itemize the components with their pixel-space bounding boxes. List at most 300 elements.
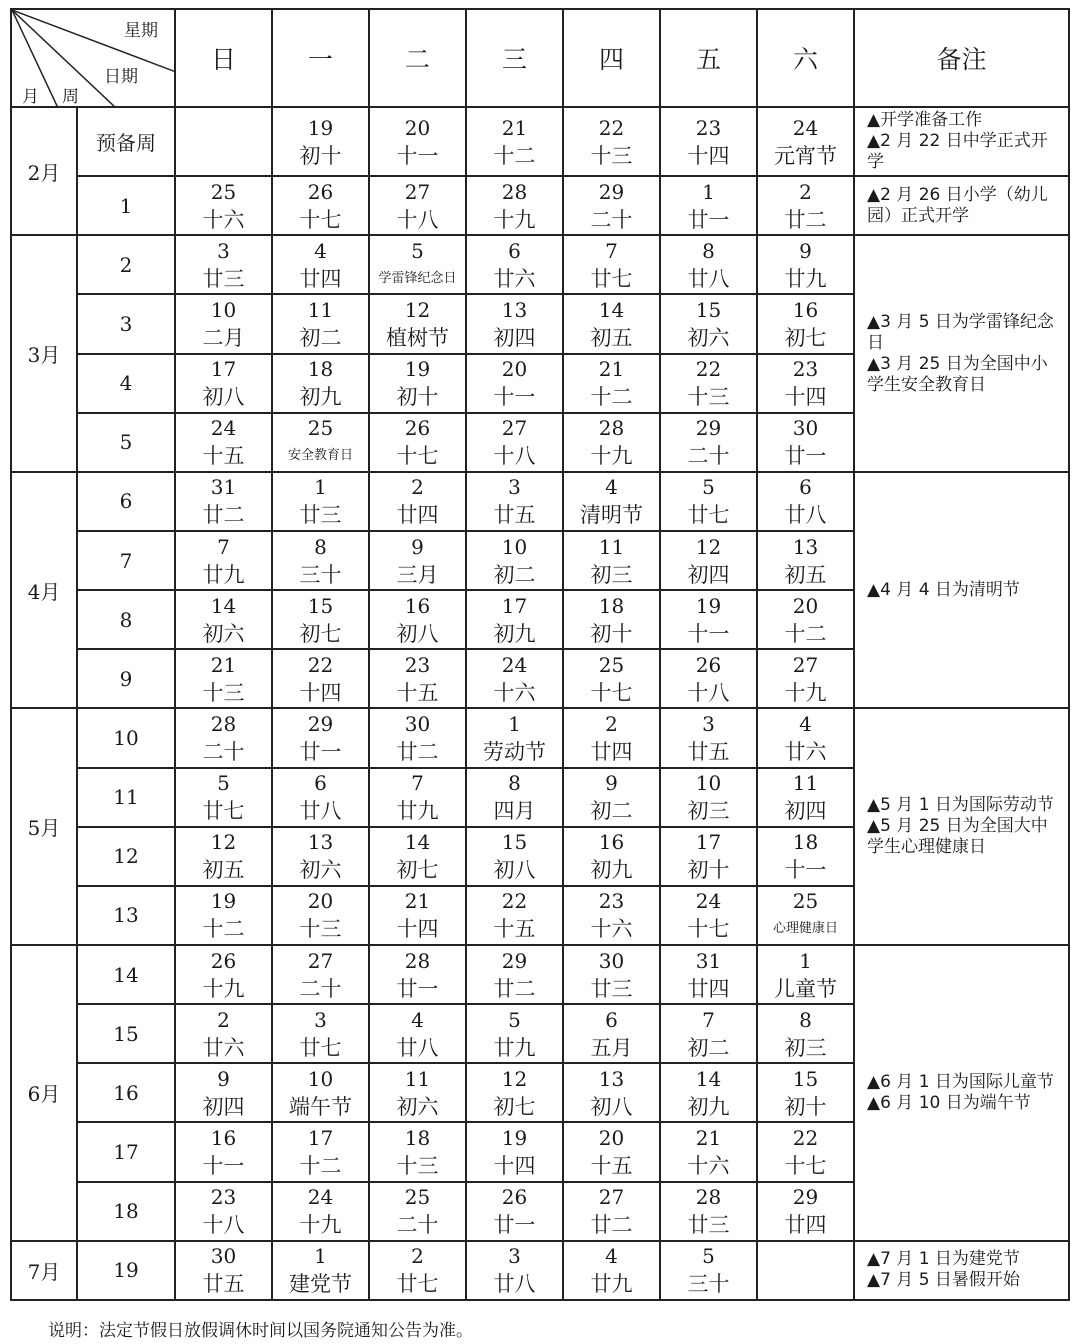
lunar-date: 十七 [784,1153,827,1178]
lunar-date: 廿四 [396,503,439,528]
day-cell [660,354,757,413]
day-number: 7 [702,1007,715,1032]
day-number: 22 [792,1125,819,1150]
lunar-date: 廿六 [202,1035,245,1060]
day-cell [175,472,272,531]
day-cell [175,1004,272,1063]
day-number: 3 [217,238,230,263]
lunar-date: 廿三 [687,1213,730,1238]
day-cell [563,1241,660,1300]
lunar-date: 十七 [396,444,439,469]
day-number: 21 [695,1125,722,1150]
lunar-date: 十五 [493,917,536,942]
lunar-date: 初三 [687,799,730,824]
weekday-header: 日 [175,9,272,107]
lunar-date: 初五 [784,562,827,587]
lunar-date: 初八 [202,385,245,410]
day-number: 23 [404,652,431,677]
day-cell [563,235,660,294]
lunar-date: 廿四 [590,740,633,764]
lunar-date: 廿一 [687,207,730,232]
day-number: 24 [501,652,528,677]
day-cell [175,354,272,413]
day-cell [757,1063,854,1122]
lunar-date: 廿三 [590,976,633,1001]
week-number: 14 [77,945,175,1004]
lunar-date: 三十 [299,562,342,587]
corner-week-label: 周 [62,87,79,107]
day-cell [175,1182,272,1241]
day-cell [369,176,466,235]
day-cell [660,1241,757,1300]
day-cell [757,1182,854,1241]
lunar-date: 初七 [396,858,439,883]
day-cell [272,768,369,827]
day-cell [175,235,272,294]
lunar-date: 廿一 [396,976,439,1001]
day-cell [660,945,757,1004]
day-cell [563,472,660,531]
lunar-date: 初八 [590,1094,633,1119]
day-number: 30 [210,1244,237,1269]
lunar-date: 十七 [299,207,342,232]
lunar-date: 廿六 [784,740,827,764]
day-number: 30 [792,416,819,441]
day-cell [369,107,466,176]
corner-month-label: 月 [22,87,39,107]
day-number: 11 [404,1066,431,1091]
day-cell [660,107,757,176]
day-cell [757,1004,854,1063]
lunar-date: 十二 [202,917,245,942]
day-cell [660,413,757,472]
lunar-date: 初九 [590,858,633,883]
day-cell [757,235,854,294]
day-cell [272,708,369,767]
lunar-date: 初二 [493,562,536,587]
remarks-cell [854,708,1069,945]
day-cell [369,945,466,1004]
lunar-date: 廿二 [202,503,245,528]
week-number: 12 [77,827,175,886]
lunar-date: 廿一 [299,740,342,764]
lunar-date: 初三 [590,562,633,587]
day-number: 12 [501,1066,528,1091]
day-cell [466,1063,563,1122]
week-row [11,176,1069,235]
day-number: 21 [501,115,528,140]
day-number: 21 [598,357,625,382]
day-number: 20 [792,593,819,618]
lunar-date: 廿四 [299,266,342,291]
day-cell [757,827,854,886]
week-number: 5 [77,413,175,472]
day-cell [757,768,854,827]
day-cell [369,1182,466,1241]
week-number: 15 [77,1004,175,1063]
remark-line: ▲开学准备工作 [867,110,983,131]
remark-line: ▲3 月 25 日为全国中小学生安全教育日 [867,353,1048,395]
lunar-date: 廿二 [590,1213,633,1238]
remark-line: ▲2 月 22 日中学正式开学 [867,131,1048,173]
lunar-date: 初六 [396,1094,439,1119]
month-label: 7月 [11,1241,77,1300]
day-cell [272,1004,369,1063]
day-number: 19 [695,593,722,618]
day-number: 11 [792,771,819,796]
day-cell [272,945,369,1004]
day-cell [369,827,466,886]
day-cell [466,354,563,413]
calendar-body [11,107,1069,1300]
lunar-date: 十六 [687,1153,730,1178]
lunar-date: 廿一 [493,1213,536,1238]
day-number: 10 [695,771,722,796]
day-cell [757,708,854,767]
day-cell [369,1122,466,1181]
day-number: 2 [217,1007,230,1032]
day-cell [563,294,660,353]
lunar-date: 心理健康日 [772,921,838,937]
lunar-date: 端午节 [289,1094,352,1119]
day-number: 14 [695,1066,722,1091]
day-cell [175,1063,272,1122]
weekday-header: 四 [563,9,660,107]
day-number: 5 [702,1244,715,1269]
day-cell [466,1122,563,1181]
day-cell [175,1241,272,1300]
day-cell [175,827,272,886]
lunar-date: 初十 [396,385,439,410]
lunar-date: 廿二 [396,740,439,764]
day-number: 14 [210,593,237,618]
day-cell [466,531,563,590]
lunar-date: 安全教育日 [287,448,353,464]
remarks-cell [854,235,1069,472]
lunar-date: 二月 [202,326,245,351]
lunar-date: 廿八 [396,1035,439,1060]
day-number: 24 [210,416,237,441]
day-number: 8 [799,1007,812,1032]
day-number: 25 [792,889,819,914]
lunar-date: 廿九 [202,562,245,587]
day-number: 24 [792,115,819,140]
lunar-date: 十三 [590,143,633,168]
week-number: 9 [77,649,175,708]
lunar-date: 廿三 [299,503,342,528]
week-number: 预备周 [77,107,175,176]
day-number: 8 [508,771,521,796]
day-cell [563,1182,660,1241]
day-cell [175,107,272,176]
lunar-date: 十五 [590,1153,633,1178]
day-cell [563,176,660,235]
week-number: 11 [77,768,175,827]
day-cell [757,176,854,235]
day-cell [563,708,660,767]
day-cell [272,354,369,413]
lunar-date: 初五 [590,326,633,351]
day-number: 23 [695,115,722,140]
day-cell [175,294,272,353]
day-number: 5 [217,771,230,796]
day-number: 1 [702,179,715,204]
day-cell [757,590,854,649]
day-number: 15 [307,593,334,618]
day-number: 28 [210,712,237,736]
day-number: 1 [508,712,521,736]
day-cell [369,886,466,945]
lunar-date: 十九 [493,207,536,232]
day-number: 28 [695,1185,722,1210]
day-number: 22 [501,889,528,914]
lunar-date: 十五 [396,680,439,705]
day-number: 17 [210,357,237,382]
day-cell [466,768,563,827]
day-number: 15 [501,830,528,855]
day-cell [272,472,369,531]
day-cell [757,294,854,353]
lunar-date: 廿七 [687,503,730,528]
day-cell [660,649,757,708]
lunar-date: 廿一 [784,444,827,469]
day-number: 23 [598,889,625,914]
day-number: 9 [217,1066,230,1091]
day-cell [563,531,660,590]
month-label: 4月 [11,472,77,709]
day-cell [175,413,272,472]
day-cell [563,649,660,708]
lunar-date: 廿五 [202,1272,245,1297]
day-number: 29 [695,416,722,441]
day-number: 2 [411,1244,424,1269]
day-number: 29 [501,948,528,973]
day-cell [272,235,369,294]
day-cell [563,413,660,472]
day-number: 11 [307,298,334,323]
week-number: 4 [77,354,175,413]
day-cell [272,176,369,235]
day-cell [466,945,563,1004]
day-number: 5 [411,238,424,263]
day-cell [660,768,757,827]
lunar-date: 二十 [202,740,245,764]
day-cell [563,1063,660,1122]
lunar-date: 初十 [687,858,730,883]
lunar-date: 初四 [202,1094,245,1119]
month-label: 6月 [11,945,77,1241]
day-number: 7 [605,238,618,263]
lunar-date: 廿二 [784,207,827,232]
day-number: 1 [799,948,812,973]
day-cell [466,649,563,708]
remark-line: ▲6 月 1 日为国际儿童节 [867,1071,1054,1092]
day-number: 4 [799,712,812,736]
day-number: 14 [598,298,625,323]
lunar-date: 劳动节 [483,740,546,764]
lunar-date: 建党节 [289,1272,352,1297]
week-number: 7 [77,531,175,590]
day-number: 8 [702,238,715,263]
day-cell [466,472,563,531]
lunar-date: 廿九 [784,266,827,291]
day-cell [369,768,466,827]
remarks-cell [854,107,1069,176]
day-number: 12 [210,830,237,855]
day-cell [272,107,369,176]
day-number: 16 [598,830,625,855]
day-number: 20 [404,115,431,140]
day-cell [563,590,660,649]
day-cell [175,708,272,767]
lunar-date: 十一 [784,858,827,883]
lunar-date: 十八 [493,444,536,469]
lunar-date: 廿四 [784,1213,827,1238]
day-cell [272,1182,369,1241]
day-cell [757,531,854,590]
day-cell [272,827,369,886]
day-cell [757,945,854,1004]
lunar-date: 初二 [590,799,633,824]
day-number: 6 [314,771,327,796]
lunar-date: 廿五 [687,740,730,764]
lunar-date: 廿七 [396,1272,439,1297]
lunar-date: 初四 [493,326,536,351]
day-cell [272,590,369,649]
day-number: 25 [598,652,625,677]
day-cell [175,768,272,827]
day-number: 25 [210,179,237,204]
day-cell [369,235,466,294]
day-cell [660,176,757,235]
lunar-date: 初四 [784,799,827,824]
day-number: 15 [792,1066,819,1091]
day-number: 21 [404,889,431,914]
remark-line: ▲4 月 4 日为清明节 [867,579,1020,600]
day-number: 18 [307,357,334,382]
day-cell [272,1122,369,1181]
corner-header [11,9,175,107]
lunar-date: 十一 [396,143,439,168]
week-number: 3 [77,294,175,353]
day-cell [369,472,466,531]
day-number: 3 [508,475,521,500]
day-number: 13 [598,1066,625,1091]
day-number: 20 [598,1125,625,1150]
day-number: 13 [792,534,819,559]
day-number: 18 [404,1125,431,1150]
corner-weekday-label: 星期 [124,21,158,41]
day-number: 8 [314,534,327,559]
day-number: 26 [695,652,722,677]
day-cell [272,1063,369,1122]
week-number: 6 [77,472,175,531]
lunar-date: 廿七 [299,1035,342,1060]
day-number: 30 [598,948,625,973]
day-number: 13 [501,298,528,323]
lunar-date: 初七 [299,621,342,646]
lunar-date: 十八 [202,1213,245,1238]
lunar-date: 十一 [493,385,536,410]
lunar-date: 初三 [784,1035,827,1060]
lunar-date: 廿六 [493,266,536,291]
lunar-date: 十四 [299,680,342,705]
lunar-date: 十三 [396,1153,439,1178]
day-number: 29 [598,179,625,204]
day-cell [660,1063,757,1122]
day-cell [563,1004,660,1063]
day-cell [369,294,466,353]
lunar-date: 廿七 [590,266,633,291]
remarks-cell [854,176,1069,235]
day-number: 15 [695,298,722,323]
day-number: 12 [695,534,722,559]
day-number: 6 [508,238,521,263]
lunar-date: 四月 [493,799,536,824]
day-cell [466,827,563,886]
lunar-date: 初十 [299,143,342,168]
day-number: 16 [210,1125,237,1150]
week-row [11,107,1069,176]
lunar-date: 十九 [299,1213,342,1238]
day-number: 17 [307,1125,334,1150]
day-number: 4 [605,475,618,500]
day-number: 22 [695,357,722,382]
remark-line: ▲2 月 26 日小学（幼儿园）正式开学 [867,184,1048,226]
lunar-date: 二十 [396,1213,439,1238]
lunar-date: 十四 [784,385,827,410]
week-number: 2 [77,235,175,294]
day-cell [660,1004,757,1063]
day-cell [466,235,563,294]
day-number: 24 [307,1185,334,1210]
lunar-date: 十二 [784,621,827,646]
day-cell [175,590,272,649]
day-number: 19 [501,1125,528,1150]
remark-line: ▲7 月 1 日为建党节 [867,1249,1020,1270]
lunar-date: 初七 [493,1094,536,1119]
lunar-date: 十四 [396,917,439,942]
day-cell [466,590,563,649]
day-cell [660,1122,757,1181]
lunar-date: 廿七 [202,799,245,824]
lunar-date: 三月 [396,562,439,587]
day-cell [272,531,369,590]
day-number: 29 [792,1185,819,1210]
remark-line: ▲6 月 10 日为端午节 [867,1092,1031,1113]
day-cell [466,708,563,767]
day-number: 27 [307,948,334,973]
day-cell [757,413,854,472]
day-number: 24 [695,889,722,914]
lunar-date: 十三 [299,917,342,942]
lunar-date: 廿九 [493,1035,536,1060]
day-number: 3 [508,1244,521,1269]
lunar-date: 三十 [687,1272,730,1297]
week-row [11,945,1069,1004]
day-number: 29 [307,712,334,736]
week-row [11,708,1069,767]
day-number: 4 [605,1244,618,1269]
day-number: 31 [695,948,722,973]
remarks-cell [854,472,1069,709]
lunar-date: 初六 [202,621,245,646]
day-number: 7 [411,771,424,796]
lunar-date: 廿八 [784,503,827,528]
week-number: 10 [77,708,175,767]
day-number: 17 [695,830,722,855]
day-cell [757,1241,854,1300]
